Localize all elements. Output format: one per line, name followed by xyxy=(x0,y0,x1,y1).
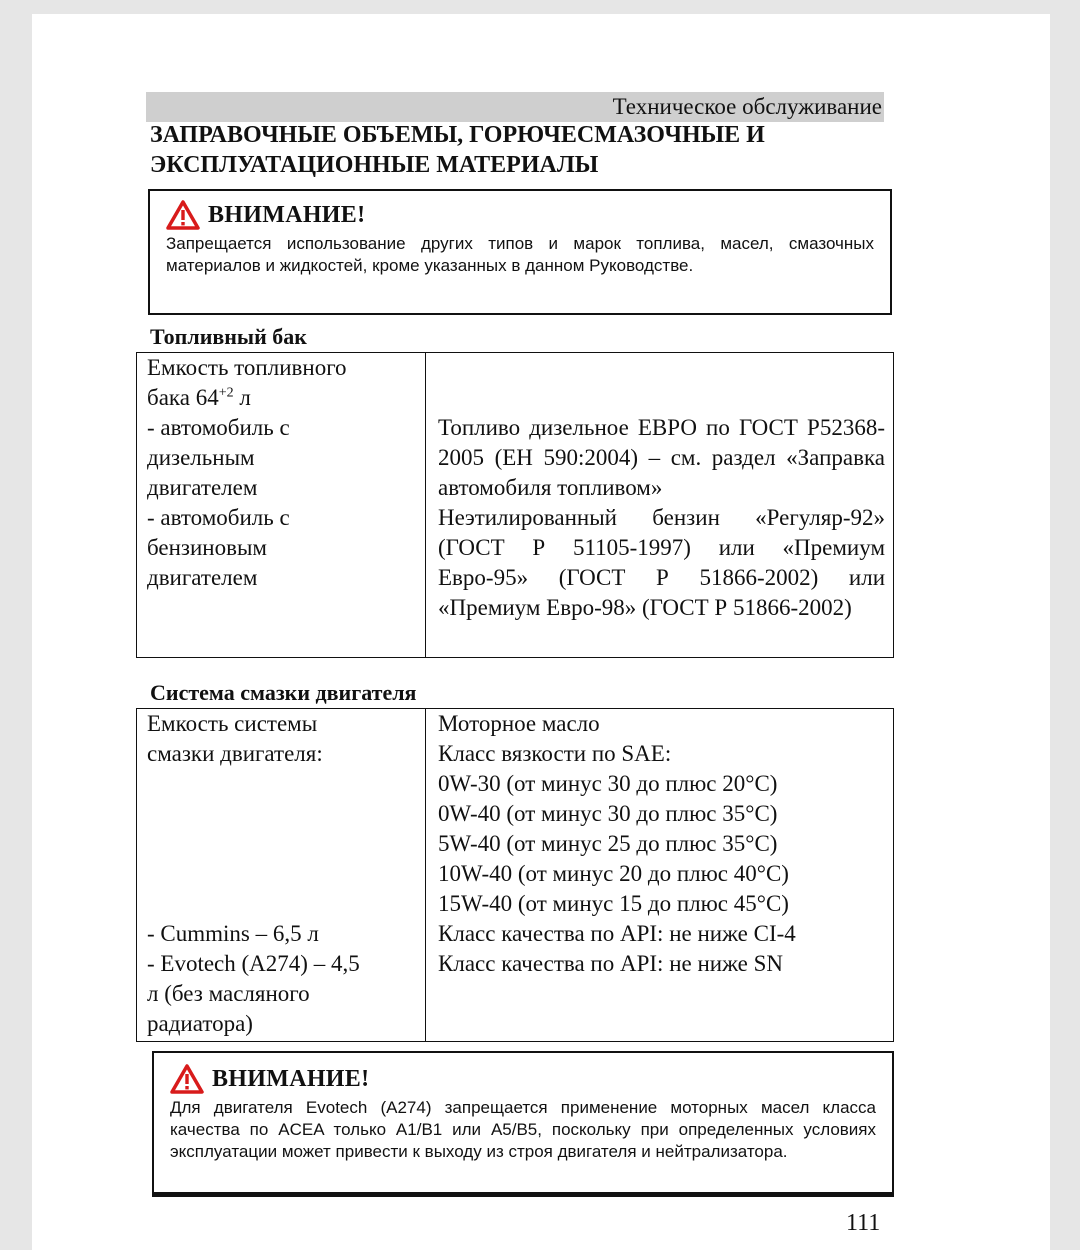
fuel-tank-table xyxy=(136,352,894,658)
sae-grade: 5W-40 (от минус 25 до плюс 35°C) xyxy=(438,831,778,856)
diesel-label-line: двигателем xyxy=(147,475,258,500)
sae-label: Класс вязкости по SAE: xyxy=(438,741,672,766)
warning-title-row xyxy=(166,199,874,231)
warning-box-bottom xyxy=(152,1051,894,1194)
section-title-fuel-tank: Топливный бак xyxy=(150,324,307,349)
api-class-evotech: Класс качества по API: не ниже SN xyxy=(438,951,784,976)
cummins-capacity: - Cummins – 6,5 л xyxy=(147,921,319,946)
warning-text: Для двигателя Evotech (A274) запрещается применение моторных масел класса качества по ACEA только A1/B1 или A5/B5, поскольку при определенных условиях эксплуатации может привести к выходу из строя двигателя и нейтрализатора. xyxy=(170,1098,877,1161)
oil-capacity-label: смазки двигателя: xyxy=(147,741,323,766)
api-class-cummins: Класс качества по API: не ниже CI-4 xyxy=(438,921,796,946)
warning-text: Запрещается использование других типов и марок топлива, масел, смазочных материалов и жидкостей, кроме указанных в данном Руководстве. xyxy=(166,234,874,275)
capacity-value xyxy=(147,383,415,413)
page-title xyxy=(150,120,890,180)
evotech-capacity: - Evotech (A274) – 4,5 xyxy=(147,951,360,976)
page-title-line-1: ЗАПРАВОЧНЫЕ ОБЪЕМЫ, ГОРЮЧЕСМАЗОЧНЫЕ И xyxy=(150,122,765,148)
page-title-line-2: ЭКСПЛУАТАЦИОННЫЕ МАТЕРИАЛЫ xyxy=(150,152,599,178)
petrol-label-line: - автомобиль с xyxy=(147,505,290,530)
warning-triangle-icon xyxy=(170,1064,204,1094)
document-page xyxy=(32,14,1050,1250)
diesel-fuel-spec: Топливо дизельное ЕВРО по ГОСТ Р52368-2005 (ЕН 590:2004) – см. раздел «Заправка автомобиля топливом» xyxy=(438,415,885,500)
evotech-capacity: л (без масляного xyxy=(147,981,310,1006)
sae-grade: 0W-30 (от минус 30 до плюс 20°C) xyxy=(438,771,778,796)
sae-grade: 15W-40 (от минус 15 до плюс 45°C) xyxy=(438,891,789,916)
section-title-lubrication: Система смазки двигателя xyxy=(150,680,417,705)
warning-title: ВНИМАНИЕ! xyxy=(212,1065,370,1092)
oil-label: Моторное масло xyxy=(438,711,600,736)
petrol-fuel-spec: Неэтилированный бензин «Регуляр-92» (ГОСТ Р 51105-1997) или «Премиум Евро-95» (ГОСТ Р 51866-2002) или «Премиум Евро-98» (ГОСТ Р 51866-2002) xyxy=(438,505,885,620)
capacity-tolerance: +2 xyxy=(218,385,234,401)
diesel-label-line: - автомобиль с xyxy=(147,415,290,440)
capacity-label: Емкость топливного xyxy=(147,355,347,380)
table-row xyxy=(137,353,894,658)
warning-triangle-icon xyxy=(166,200,200,230)
capacity-number: бака 64 xyxy=(147,385,219,410)
lubrication-table xyxy=(136,708,894,1042)
petrol-label-line: бензиновым xyxy=(147,535,267,560)
warning-title: ВНИМАНИЕ! xyxy=(208,201,366,228)
sae-grade: 10W-40 (от минус 20 до плюс 40°C) xyxy=(438,861,789,886)
table-row xyxy=(137,709,894,1042)
evotech-capacity: радиатора) xyxy=(147,1011,253,1036)
capacity-unit: л xyxy=(233,385,251,410)
sae-grade: 0W-40 (от минус 30 до плюс 35°C) xyxy=(438,801,778,826)
warning-title-row xyxy=(170,1063,876,1095)
warning-box-top xyxy=(148,189,892,315)
lubrication-right-cell xyxy=(426,709,894,1042)
petrol-label-line: двигателем xyxy=(147,565,258,590)
fuel-tank-left-cell xyxy=(137,353,426,658)
lubrication-left-cell xyxy=(137,709,426,1042)
diesel-label-line: дизельным xyxy=(147,445,255,470)
fuel-tank-right-cell xyxy=(426,353,894,658)
oil-capacity-label: Емкость системы xyxy=(147,711,318,736)
page-number: 111 xyxy=(846,1210,881,1236)
section-header-bar: Техническое обслуживание xyxy=(146,92,884,122)
